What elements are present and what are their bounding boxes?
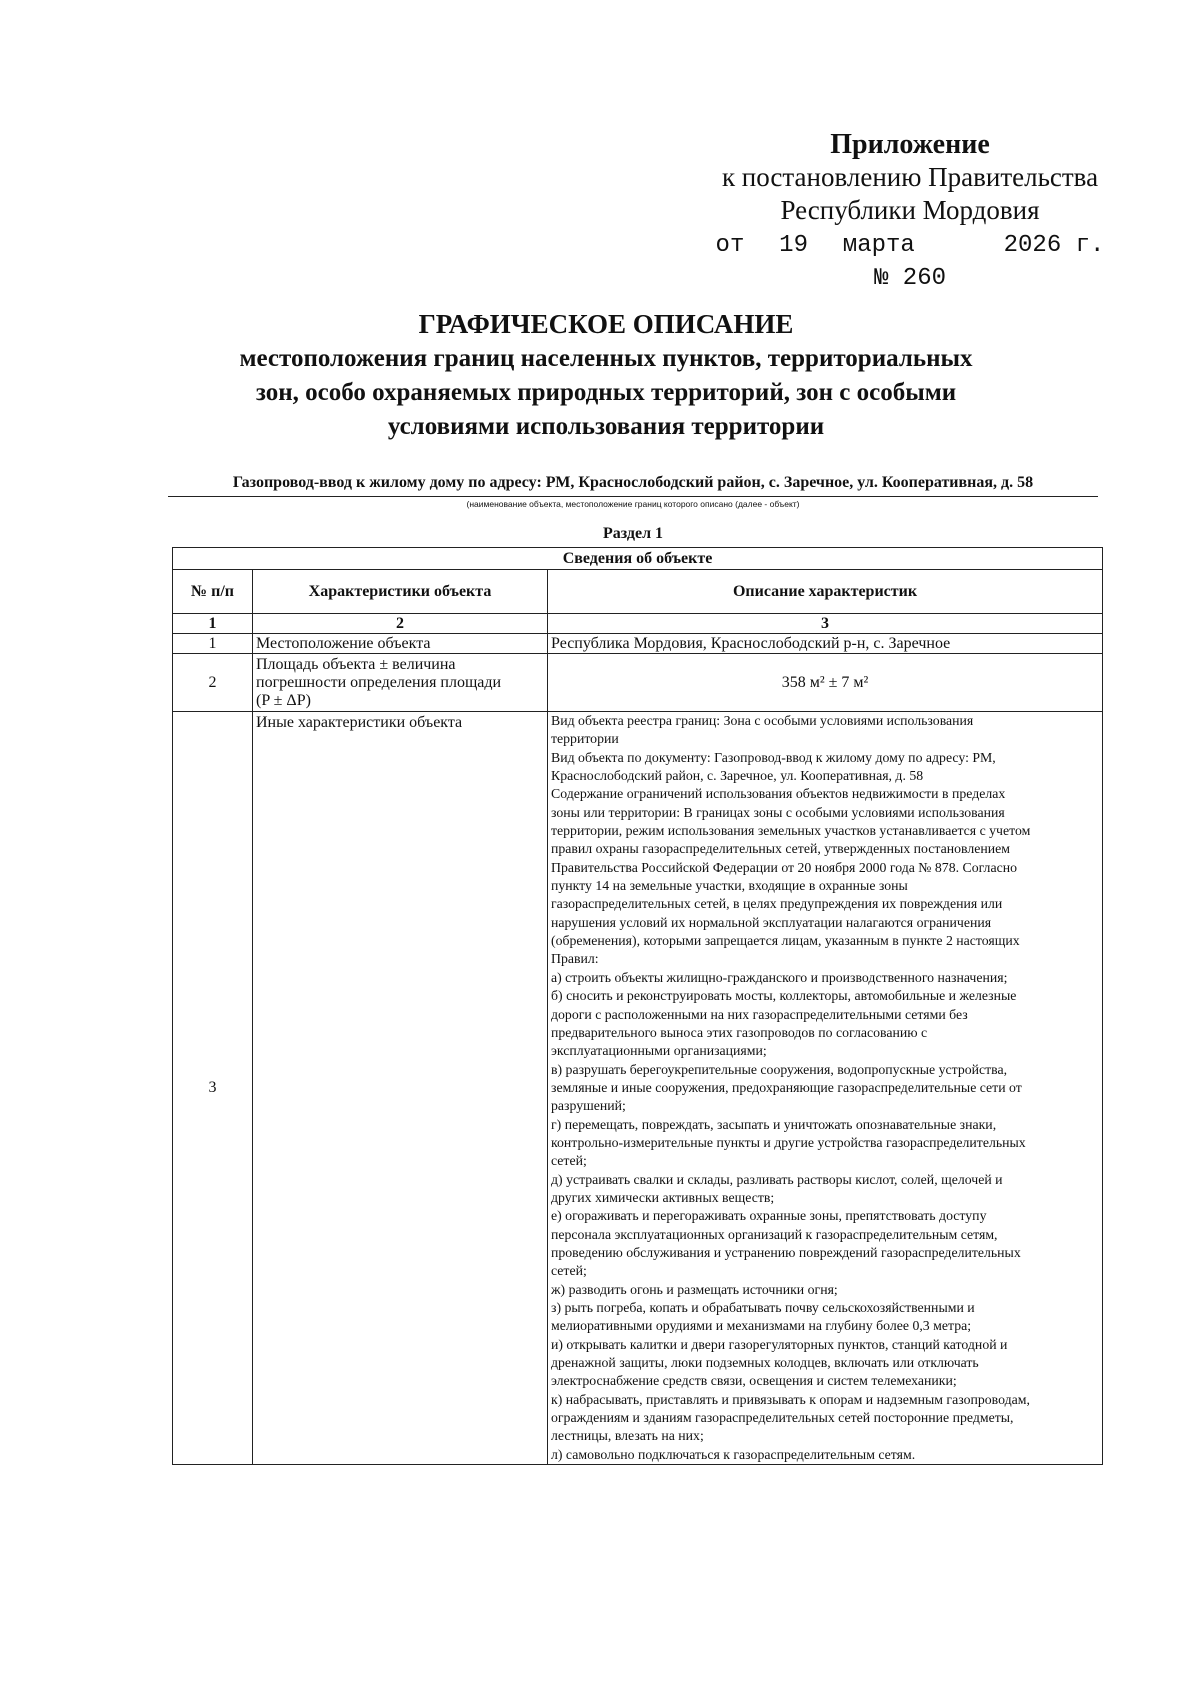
description-line: дренажной защиты, люки подземных колодцев, включать или отключать: [551, 1355, 979, 1371]
description-line: ж) разводить огонь и размещать источники огня;: [551, 1281, 838, 1297]
date-day: 19: [779, 232, 808, 259]
description-line: других химически активных веществ;: [551, 1189, 775, 1205]
decree-number: № 260: [873, 265, 946, 292]
description-line: в) разрушать берегоукрепительные сооружения, водопропускные устройства,: [551, 1061, 1008, 1077]
appendix-date-line: [690, 229, 1130, 295]
row-3-description: [548, 712, 1103, 1465]
index-cell-3: 3: [548, 614, 1103, 634]
description-line: Вид объекта по документу: Газопровод-ввод к жилому дому по адресу: РМ,: [551, 749, 996, 765]
description-line: к) набрасывать, приставлять и привязывать к опорам и надземным газопроводам,: [551, 1391, 1030, 1407]
description-line: е) огораживать и перегораживать охранные зоны, препятствовать доступу: [551, 1208, 987, 1224]
description-line: сетей;: [551, 1153, 587, 1169]
description-line: г) перемещать, повреждать, засыпать и уничтожать опознавательные знаки,: [551, 1116, 997, 1132]
row-2-characteristic-line: погрешности определения площади: [256, 673, 502, 691]
row-3-num: 3: [173, 712, 253, 1465]
description-line: контрольно-измерительные пункты и другие устройства газораспределительных: [551, 1134, 1026, 1150]
description-line: л) самовольно подключаться к газораспределительным сетям.: [551, 1446, 916, 1462]
date-month: марта: [842, 232, 915, 259]
row-3-characteristic: Иные характеристики объекта: [253, 712, 548, 1465]
object-name: Газопровод-ввод к жилому дому по адресу: РМ, Краснослободский район, с. Заречное, ул. Кооперативная, д. 58: [168, 472, 1098, 497]
description-line: электроснабжение средств связи, освещения и систем телемеханики;: [551, 1373, 957, 1389]
document-title: ГРАФИЧЕСКОЕ ОПИСАНИЕ: [418, 309, 794, 339]
table-caption: Сведения об объекте: [173, 548, 1103, 570]
row-1-characteristic: Местоположение объекта: [253, 634, 548, 654]
appendix-line-1: к постановлению Правительства: [721, 162, 1099, 192]
row-2-characteristic: [253, 654, 548, 712]
description-line: з) рыть погреба, копать и обрабатывать почву сельскохозяйственными и: [551, 1300, 975, 1315]
description-line: персонала эксплуатационных организаций к газораспределительным сетям,: [551, 1226, 998, 1242]
description-line: проведению обслуживания и устранению повреждений газораспределительных: [551, 1244, 1021, 1260]
document-subtitle-line-2: зон, особо охраняемых природных территорий, зон с особыми: [255, 379, 957, 406]
table-row: [173, 712, 1103, 1465]
row-2-num: 2: [173, 654, 253, 712]
description-line: д) устраивать свалки и склады, разливать растворы кислот, солей, щелочей и: [551, 1171, 1003, 1187]
description-line: газораспределительных сетей, в целях предупреждения их повреждения или: [551, 896, 1003, 912]
date-prefix: от: [715, 232, 745, 259]
description-line: предварительного выноса этих газопроводов по согласованию с: [551, 1024, 928, 1040]
description-line: территории: [551, 731, 619, 747]
document-subtitle-line-1: местоположения границ населенных пунктов, территориальных: [239, 345, 973, 372]
row-1-num: 1: [173, 634, 253, 654]
row-1-description: Республика Мордовия, Краснослободский р-н, с. Заречное: [548, 634, 1103, 654]
description-line: мелиоративными орудиями и механизмами на глубину более 0,3 метра;: [551, 1318, 972, 1334]
table-row: [173, 654, 1103, 712]
description-line: а) строить объекты жилищно-гражданского и производственного назначения;: [551, 969, 1008, 985]
description-line: земляные и иные сооружения, предохраняющие газораспределительные сети от: [551, 1079, 1022, 1095]
description-line: и) открывать калитки и двери газорегуляторных пунктов, станций катодной и: [551, 1336, 1008, 1352]
date-year: 2026 г.: [1003, 232, 1105, 259]
header-description: Описание характеристик: [548, 570, 1103, 614]
appendix-title: Приложение: [830, 129, 990, 160]
description-line: сетей;: [551, 1263, 587, 1279]
description-line: территории, режим использования земельных участков устанавливается с учетом: [551, 823, 1031, 839]
description-line: Краснослободский район, с. Заречное, ул. Кооперативная, д. 58: [551, 768, 924, 784]
row-2-characteristic-line: (P ± ΔP): [256, 691, 311, 709]
description-line: (обременения), которыми запрещается лицам, указанным в пункте 2 настоящих: [551, 933, 1020, 949]
description-line: пункту 14 на земельные участки, входящие в охранные зоны: [551, 878, 908, 894]
description-line: разрушений;: [551, 1098, 626, 1114]
description-line: зоны или территории: В границах зоны с особыми условиями использования: [551, 804, 1005, 820]
description-line: Вид объекта реестра границ: Зона с особыми условиями использования: [551, 713, 974, 728]
description-line: нарушения условий их нормальной эксплуатации налагаются ограничения: [551, 914, 992, 930]
description-line: б) сносить и реконструировать мосты, коллекторы, автомобильные и железные: [551, 988, 1017, 1004]
description-line: правил охраны газораспределительных сетей, утвержденных постановлением: [551, 841, 1010, 857]
object-name-note: (наименование объекта, местоположение границ которого описано (далее - объект): [466, 499, 800, 509]
description-line: лестницы, влезать на них;: [551, 1428, 704, 1444]
description-line: ограждениям и зданиям газораспределительных сетей посторонние предметы,: [551, 1410, 1014, 1426]
header-num: № п/п: [173, 570, 253, 614]
appendix-line-2: Республики Мордовия: [780, 195, 1040, 225]
table-row: [173, 634, 1103, 654]
row-2-characteristic-line: Площадь объекта ± величина: [256, 655, 456, 673]
description-line: эксплуатационными организациями;: [551, 1043, 767, 1059]
header-characteristics: Характеристики объекта: [253, 570, 548, 614]
description-line: Правил:: [551, 951, 599, 967]
index-cell-2: 2: [253, 614, 548, 634]
section-label: Раздел 1: [602, 525, 664, 542]
document-title-block: [160, 306, 1052, 444]
appendix-block: [690, 128, 1130, 295]
object-info-table: [172, 547, 1103, 1465]
description-line: Правительства Российской Федерации от 20 ноября 2000 года № 878. Согласно: [551, 859, 1017, 875]
description-line: дороги с расположенными на них газораспределительными сетями без: [551, 1006, 968, 1022]
document-subtitle-line-3: условиями использования территории: [387, 413, 825, 440]
index-cell-1: 1: [173, 614, 253, 634]
row-2-description: 358 м² ± 7 м²: [548, 654, 1103, 712]
description-line: Содержание ограничений использования объектов недвижимости в пределах: [551, 786, 1006, 802]
